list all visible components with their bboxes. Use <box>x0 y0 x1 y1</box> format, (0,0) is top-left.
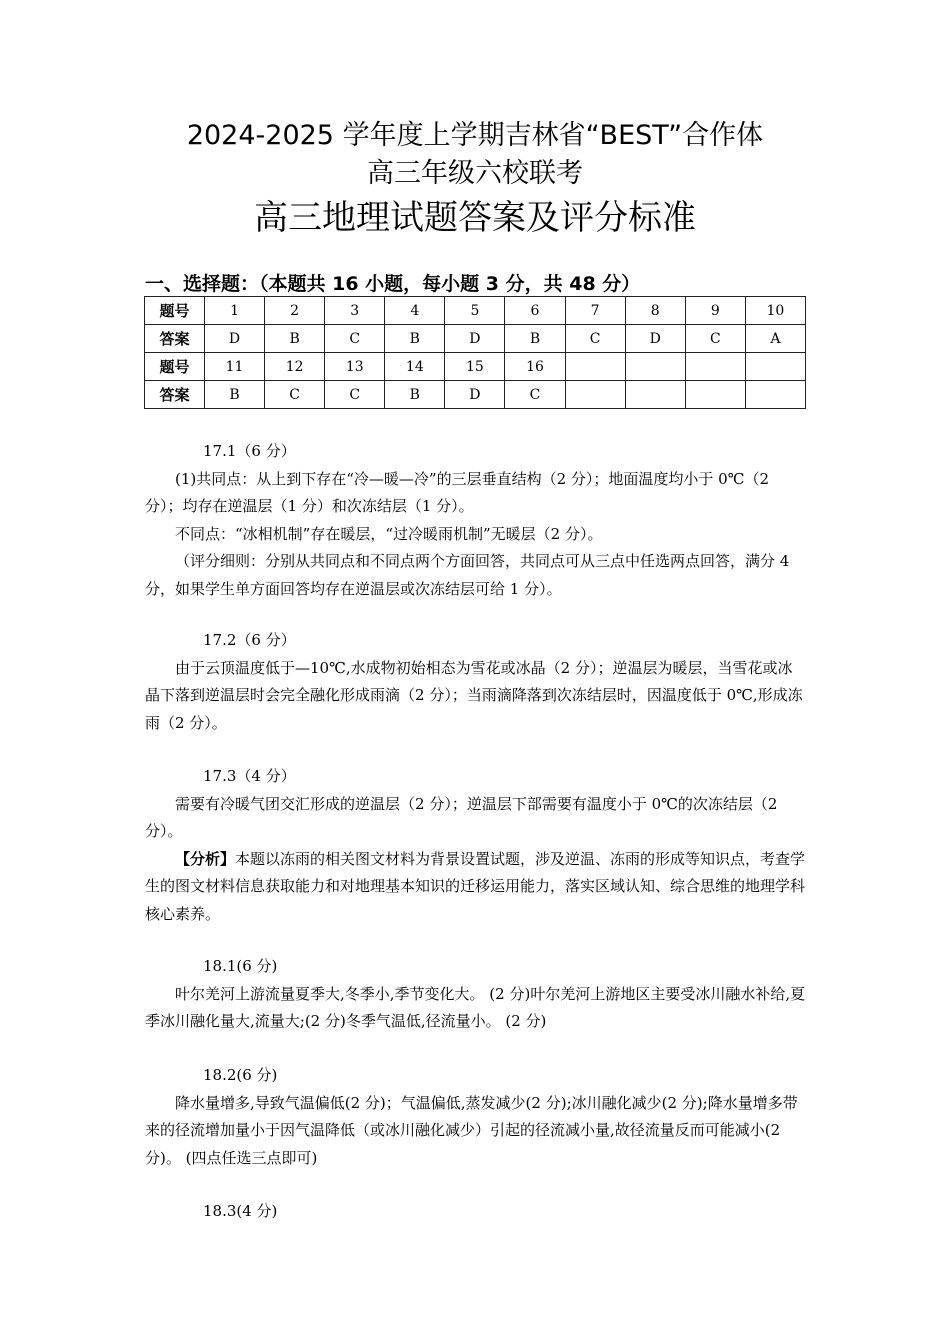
section1-heading: 一、选择题：（本题共 16 小题，每小题 3 分，共 48 分） <box>145 273 641 295</box>
q18-2-para1: 降水量增多,导致气温偏低(2 分)；气温偏低,蒸发减少(2 分);冰川融化减少(2 分);降水量增多带来的径流增加量小于因气温降低（或冰川融化减少）引起的径流减小量,故径流量反而可能减小(2 分)。 (四点任选三点即可) <box>145 1093 798 1167</box>
table-cell: C <box>325 381 385 409</box>
q18-3-block <box>145 1198 807 1226</box>
table-cell: C <box>505 381 565 409</box>
q17-2-para1: 由于云顶温度低于—10℃,水成物初始相态为雪花或冰晶（2 分）；逆温层为暖层，当雪花或冰晶下落到逆温层时会完全融化形成雨滴（2 分）；当雨滴降落到次冻结层时，因温度低于 0℃,形成冻雨（2 分）。 <box>145 658 803 732</box>
q17-3-para1: 需要有冷暖气团交汇形成的逆温层（2 分）；逆温层下部需要有温度小于 0℃的次冻结层（2 分）。 <box>145 794 778 840</box>
table-cell: 12 <box>265 353 325 381</box>
table-row <box>145 353 806 381</box>
table-cell: 14 <box>385 353 445 381</box>
table-cell <box>685 381 745 409</box>
table-cell: C <box>265 381 325 409</box>
table-cell: 6 <box>505 297 565 325</box>
table-cell: C <box>565 325 625 353</box>
q17-2-block <box>145 627 807 737</box>
answer-table <box>144 296 806 409</box>
table-header-cell: 题号 <box>145 353 205 381</box>
q17-1-title: 17.1（6 分） <box>203 442 296 460</box>
table-cell: 5 <box>445 297 505 325</box>
table-cell: 11 <box>205 353 265 381</box>
table-cell: D <box>205 325 265 353</box>
table-cell <box>745 381 805 409</box>
q17-1-para1: (1)共同点：从上到下存在“冷—暖—冷”的三层垂直结构（2 分）；地面温度均小于 0℃（2 分）；均存在逆温层（1 分）和次冻结层（1 分）。 <box>145 469 770 515</box>
exam-title-line2: 高三年级六校联考 <box>367 158 583 189</box>
table-cell: C <box>685 325 745 353</box>
q17-2-title: 17.2（6 分） <box>203 631 296 649</box>
table-cell: 2 <box>265 297 325 325</box>
table-cell: D <box>625 325 685 353</box>
q17-3-title: 17.3（4 分） <box>203 767 296 785</box>
table-cell: 13 <box>325 353 385 381</box>
table-cell: C <box>325 325 385 353</box>
table-cell <box>625 381 685 409</box>
q18-3-title: 18.3(4 分) <box>203 1202 278 1220</box>
table-cell: A <box>745 325 805 353</box>
table-cell: 16 <box>505 353 565 381</box>
q18-1-block <box>145 953 807 1036</box>
table-header-cell: 答案 <box>145 381 205 409</box>
table-cell <box>625 353 685 381</box>
q18-2-block <box>145 1062 807 1172</box>
table-cell: 1 <box>205 297 265 325</box>
table-row <box>145 325 806 353</box>
table-cell: 7 <box>565 297 625 325</box>
table-cell: B <box>265 325 325 353</box>
table-cell: 15 <box>445 353 505 381</box>
q17-1-para3: （评分细则：分别从共同点和不同点两个方面回答，共同点可从三点中任选两点回答，满分 4 分，如果学生单方面回答均存在逆温层或次冻结层可给 1 分）。 <box>145 552 790 598</box>
q17-1-block <box>145 438 807 603</box>
q18-1-para1: 叶尔羌河上游流量夏季大,冬季小,季节变化大。 (2 分)叶尔羌河上游地区主要受冰川融水补给,夏季冰川融化量大,流量大;(2 分)冬季气温低,径流量小。 (2 分) <box>145 984 806 1030</box>
table-cell: 10 <box>745 297 805 325</box>
table-cell <box>565 353 625 381</box>
table-cell: B <box>505 325 565 353</box>
table-cell: 8 <box>625 297 685 325</box>
table-row <box>145 381 806 409</box>
table-cell: B <box>385 325 445 353</box>
table-cell: B <box>205 381 265 409</box>
table-header-cell: 题号 <box>145 297 205 325</box>
table-cell <box>685 353 745 381</box>
table-cell: D <box>445 325 505 353</box>
q17-1-para2: 不同点：“冰相机制”存在暖层，“过冷暖雨机制”无暖层（2 分）。 <box>175 524 603 543</box>
analysis-text: 本题以冻雨的相关图文材料为背景设置试题，涉及逆温、冻雨的形成等知识点，考查学生的图文材料信息获取能力和对地理基本知识的迁移运用能力，落实区域认知、综合思维的地理学科核心素养。 <box>145 849 806 923</box>
table-cell: D <box>445 381 505 409</box>
table-row <box>145 297 806 325</box>
q18-1-title: 18.1(6 分) <box>203 957 278 975</box>
q17-3-block <box>145 763 807 928</box>
table-cell: 9 <box>685 297 745 325</box>
exam-title-main: 高三地理试题答案及评分标准 <box>254 198 696 238</box>
table-cell: B <box>385 381 445 409</box>
analysis-label: 【分析】 <box>175 849 236 868</box>
table-cell: 3 <box>325 297 385 325</box>
exam-title-line1: 2024-2025 学年度上学期吉林省“BEST”合作体 <box>186 120 764 151</box>
table-cell: 4 <box>385 297 445 325</box>
q18-2-title: 18.2(6 分) <box>203 1066 278 1084</box>
q17-3-analysis <box>145 846 807 929</box>
table-cell <box>565 381 625 409</box>
table-header-cell: 答案 <box>145 325 205 353</box>
table-cell <box>745 353 805 381</box>
